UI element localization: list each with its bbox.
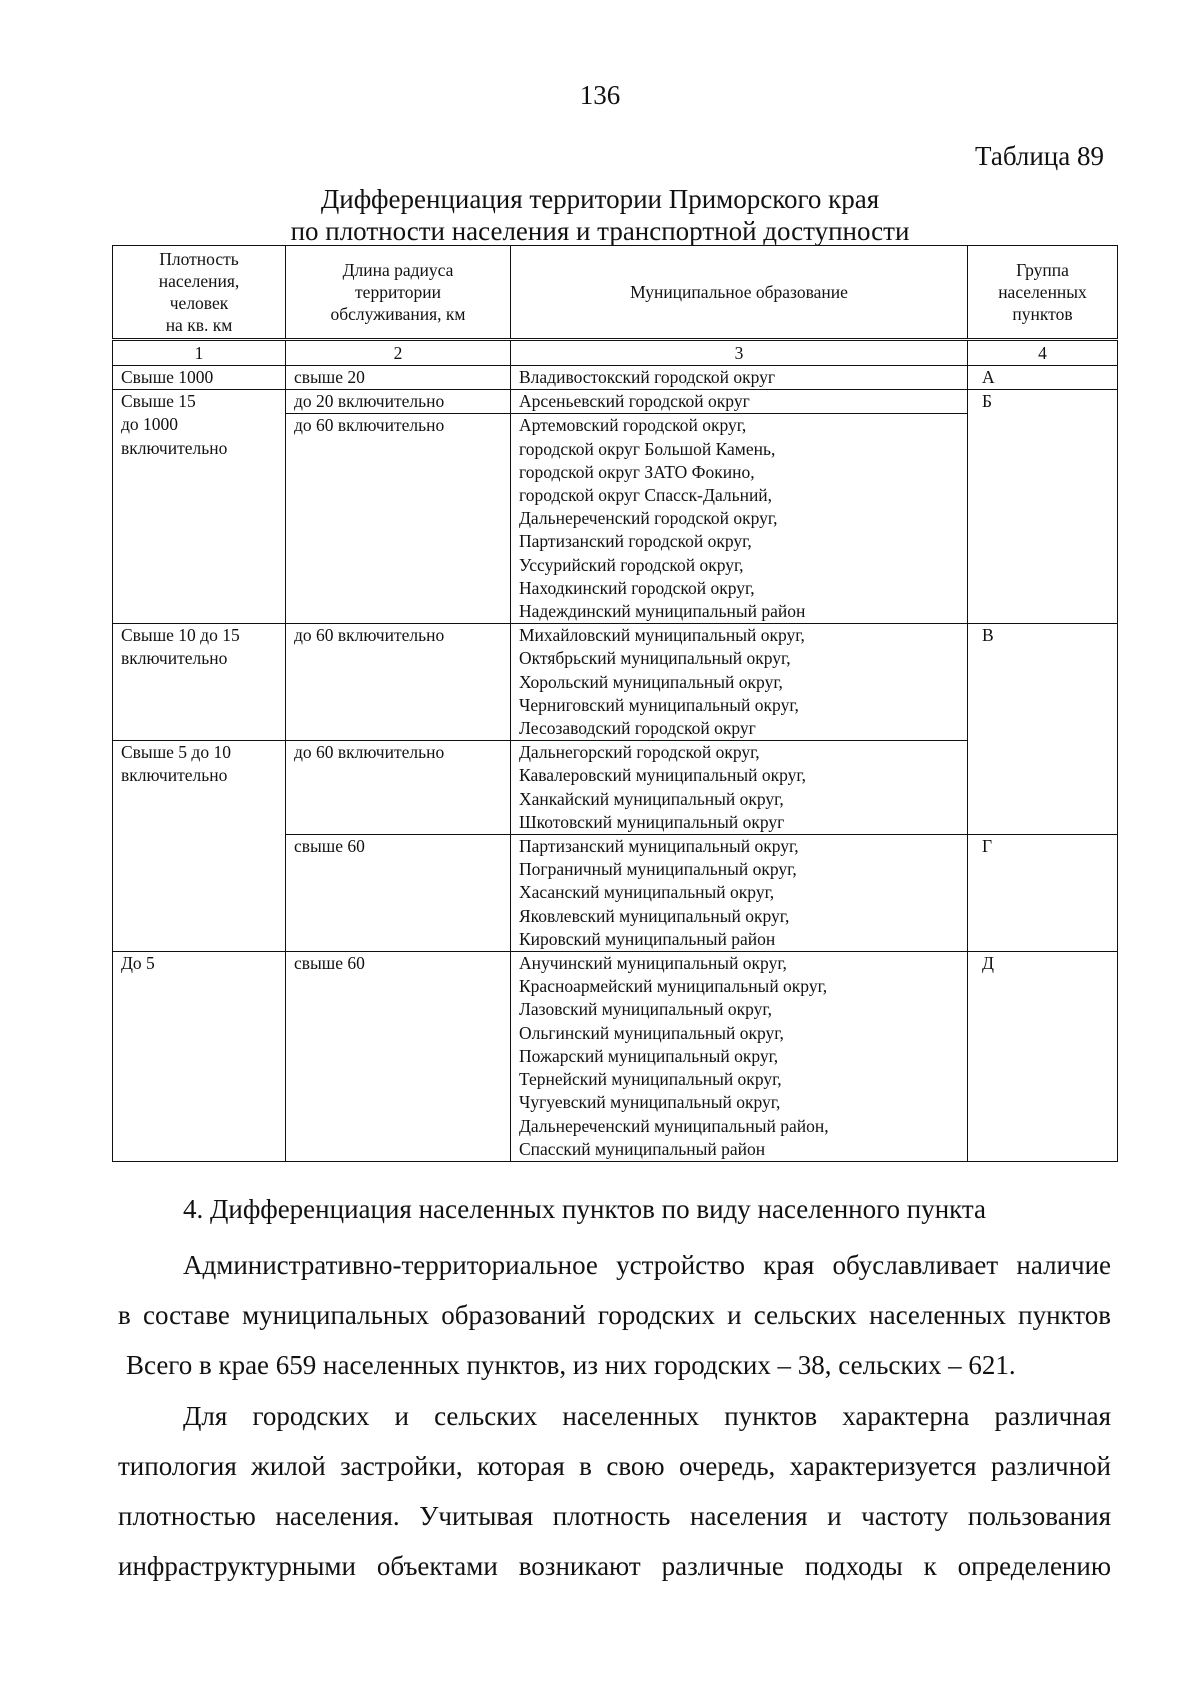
cell-line: включительно [121,648,228,669]
density-cell [113,390,286,624]
cell-line: пунктов [1012,304,1073,324]
municipal-cell [511,390,968,414]
paragraph-line: типология жилой застройки, которая в свою очередь, характеризуется различной [118,1451,1111,1481]
cell-line: Группа [1016,260,1069,280]
cell-line: Партизанский городской округ, [519,531,752,552]
municipal-cell [511,366,968,390]
cell-line: городской округ Большой Камень, [519,438,776,459]
cell-line: Дальнереченский городской округ, [519,508,778,529]
cell-line: Свыше 10 до 15 [121,625,240,646]
paragraph-1 [118,1240,1111,1390]
table-title [0,183,1200,247]
paragraph-line: Всего в крае 659 населенных пунктов, из них городских – 38, сельских – 621. [126,1350,1016,1380]
cell-line: Владивостокский городской округ [519,367,776,387]
cell-line: населенных [998,282,1087,302]
cell-line: человек [169,293,229,313]
table-title-line: Дифференциация территории Приморского края [320,184,880,214]
cell-line: Чугуевский муниципальный округ, [519,1092,781,1113]
table-label: Таблица 89 [975,141,1104,171]
cell-line: городской округ Спасск-Дальний, [519,485,773,506]
cell-line: Кавалеровский муниципальный округ, [519,765,806,786]
cell-line: Находкинский городской округ, [519,577,755,598]
cell-line: Октябрьский муниципальный округ, [519,648,791,669]
cell-line: Свыше 15 [121,391,196,412]
column-number: 3 [511,340,968,366]
column-number: 1 [113,340,286,366]
radius-cell: до 60 включительно [286,741,511,835]
cell-line: Тернейский муниципальный округ, [519,1069,782,1090]
cell-line: Хорольский муниципальный округ, [519,671,783,692]
cell-line: Пограничный муниципальный округ, [519,859,797,880]
cell-line: Партизанский муниципальный округ, [519,836,799,857]
cell-line: Черниговский муниципальный округ, [519,694,799,715]
cell-line: Лесозаводский городской округ [519,718,756,739]
paragraph-line: плотностью населения. Учитывая плотность населения и частоту пользования [118,1501,1111,1531]
group-cell: В [968,624,1118,835]
cell-line: Арсеньевский городской округ [519,391,750,412]
column-number: 2 [286,340,511,366]
table-row [113,952,1118,1162]
cell-line: Артемовский городской округ, [519,415,747,436]
radius-cell: до 60 включительно [286,624,511,741]
municipal-cell [511,835,968,952]
cell-line: До 5 [121,953,155,974]
page-number: 136 [579,80,621,110]
municipal-cell [511,414,968,624]
group-cell: Д [968,952,1118,1162]
table-title-line: по плотности населения и транспортной доступности [290,216,910,246]
municipal-cell [511,952,968,1162]
density-cell [113,741,286,952]
paragraph-2 [118,1391,1111,1591]
cell-line: Надеждинский муниципальный район [519,601,806,622]
cell-line: Красноармейский муниципальный округ, [519,976,828,997]
density-table [112,245,1118,1162]
cell-line: Лазовский муниципальный округ, [519,999,772,1020]
density-cell [113,624,286,741]
header-radius [286,246,511,340]
radius-cell: до 20 включительно [286,390,511,414]
group-cell: Г [968,835,1118,952]
section-heading: 4. Дифференциация населенных пунктов по виду населенного пункта [183,1194,987,1224]
table-header-row [113,246,1118,340]
header-density [113,246,286,340]
paragraph-line: инфраструктурными объектами возникают различные подходы к определению [118,1551,1111,1581]
cell-line: Дальнегорский городской округ, [519,742,760,763]
cell-line: Длина радиуса [342,260,454,280]
table-row [113,366,1118,390]
cell-line: Анучинский муниципальный округ, [519,953,787,974]
table-row [113,741,1118,835]
paragraph-line: Для городских и сельских населенных пунктов характерна различная [183,1401,1111,1431]
municipal-cell [511,741,968,835]
radius-cell: свыше 60 [286,835,511,952]
cell-line: Хасанский муниципальный округ, [519,882,775,903]
cell-line: включительно [121,765,228,786]
radius-cell: до 60 включительно [286,414,511,624]
cell-line: Свыше 1000 [121,367,214,387]
cell-line: на кв. км [165,315,233,335]
municipal-cell [511,624,968,741]
paragraph-line: Административно-территориальное устройство края обуславливает наличие [183,1250,1111,1280]
cell-line: обслуживания, км [330,304,466,324]
radius-cell: свыше 60 [286,952,511,1162]
cell-line: Муниципальное образование [630,282,848,302]
cell-line: Дальнереченский муниципальный район, [519,1115,829,1136]
table-row [113,390,1118,414]
cell-line: Кировский муниципальный район [519,928,776,949]
table-row [113,624,1118,741]
cell-line: Уссурийский городской округ, [519,554,744,575]
cell-line: Ольгинский муниципальный округ, [519,1022,784,1043]
cell-line: территории [355,282,441,302]
cell-line: Ханкайский муниципальный округ, [519,788,784,809]
density-cell [113,366,286,390]
header-group [968,246,1118,340]
cell-line: Свыше 5 до 10 [121,742,231,763]
header-municipal [511,246,968,340]
column-numbers-row [113,340,1118,366]
column-number: 4 [968,340,1118,366]
cell-line: городской округ ЗАТО Фокино, [519,461,755,482]
cell-line: населения, [158,271,240,291]
cell-line: включительно [121,437,228,458]
cell-line: Спасский муниципальный район [519,1138,766,1159]
cell-line: Пожарский муниципальный округ, [519,1045,779,1066]
group-cell: А [968,366,1118,390]
paragraph-line: в составе муниципальных образований городских и сельских населенных пунктов [118,1300,1111,1330]
density-cell [113,952,286,1162]
cell-line: Шкотовский муниципальный округ [519,811,785,832]
cell-line: Яковлевский муниципальный округ, [519,905,790,926]
group-cell: Б [968,390,1118,624]
cell-line: Плотность [159,249,239,269]
cell-line: Михайловский муниципальный округ, [519,625,805,646]
cell-line: до 1000 [121,414,179,435]
radius-cell: свыше 20 [286,366,511,390]
